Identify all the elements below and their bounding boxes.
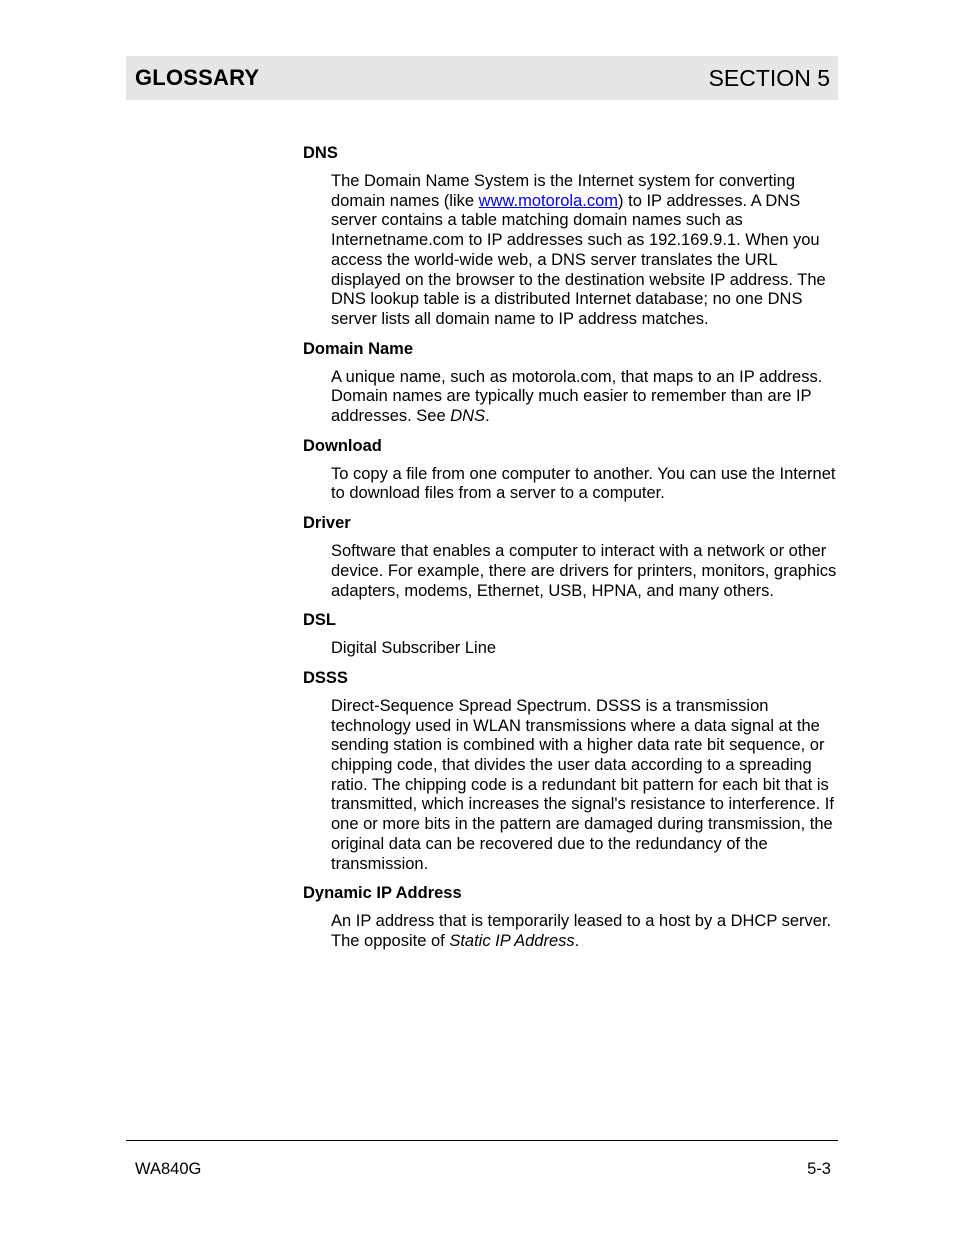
glossary-definition-domain-name bbox=[331, 368, 838, 427]
motorola-link[interactable]: www.motorola.com bbox=[478, 191, 619, 210]
cross-reference: DNS bbox=[450, 407, 486, 426]
glossary-list bbox=[303, 143, 838, 961]
glossary-term-driver: Driver bbox=[303, 514, 351, 533]
definition-text: . bbox=[574, 931, 580, 950]
glossary-definition-dns bbox=[331, 172, 838, 330]
glossary-term-domain-name: Domain Name bbox=[303, 339, 414, 358]
footer-divider bbox=[126, 1140, 838, 1141]
glossary-term-download: Download bbox=[303, 436, 382, 455]
glossary-term-dsl: DSL bbox=[303, 611, 336, 630]
definition-text: An IP address that is temporarily leased to a host by a DHCP server. The opposite of bbox=[331, 912, 832, 950]
glossary-term-dns: DNS bbox=[303, 144, 338, 162]
page-number: 5-3 bbox=[807, 1160, 831, 1178]
definition-text: A unique name, such as motorola.com, that maps to an IP address. Domain names are typically much easier to remember than are IP addresses. See bbox=[331, 367, 823, 426]
glossary-term-dynamic-ip-address: Dynamic IP Address bbox=[303, 884, 462, 903]
glossary-definition-download: To copy a file from one computer to another. You can use the Internet to download files from a server to a computer. bbox=[331, 464, 836, 503]
glossary-term-dsss: DSSS bbox=[303, 668, 348, 687]
definition-text: ) to IP addresses. A DNS server contains a table matching domain names such as Internetname.com to IP addresses such as 192.169.9.1. When you access the world-wide web, a DNS server translates the URL displayed on the browser to the destination website IP address. The DNS lookup table is a distributed Internet database; no one DNS server lists all domain name to IP address matches. bbox=[331, 191, 826, 328]
definition-text: . bbox=[485, 407, 490, 426]
cross-reference: Static IP Address bbox=[449, 931, 575, 950]
section-title: GLOSSARY bbox=[135, 65, 260, 90]
glossary-definition-dsss: Direct-Sequence Spread Spectrum. DSSS is a transmission technology used in WLAN transmissions where a data signal at the sending station is combined with a higher data rate bit sequence, or chipping code, that divides the user data according to a spreading ratio. The chipping code is a redundant bit pattern for each bit that is transmitted, which increases the signal's resistance to interference. If one or more bits in the pattern are damaged during transmission, the original data can be recovered due to the redundancy of the transmission. bbox=[331, 696, 834, 873]
definition-text: The Domain Name System is the Internet system for converting domain names (like bbox=[331, 172, 796, 210]
section-number: SECTION 5 bbox=[708, 65, 830, 91]
glossary-definition-dynamic-ip-address bbox=[331, 912, 838, 951]
glossary-definition-driver: Software that enables a computer to interact with a network or other device. For example, there are drivers for printers, monitors, graphics adapters, modems, Ethernet, USB, HPNA, and many others. bbox=[331, 542, 837, 600]
page-header bbox=[126, 56, 838, 100]
glossary-definition-dsl: Digital Subscriber Line bbox=[331, 639, 497, 658]
product-model: WA840G bbox=[135, 1160, 202, 1178]
